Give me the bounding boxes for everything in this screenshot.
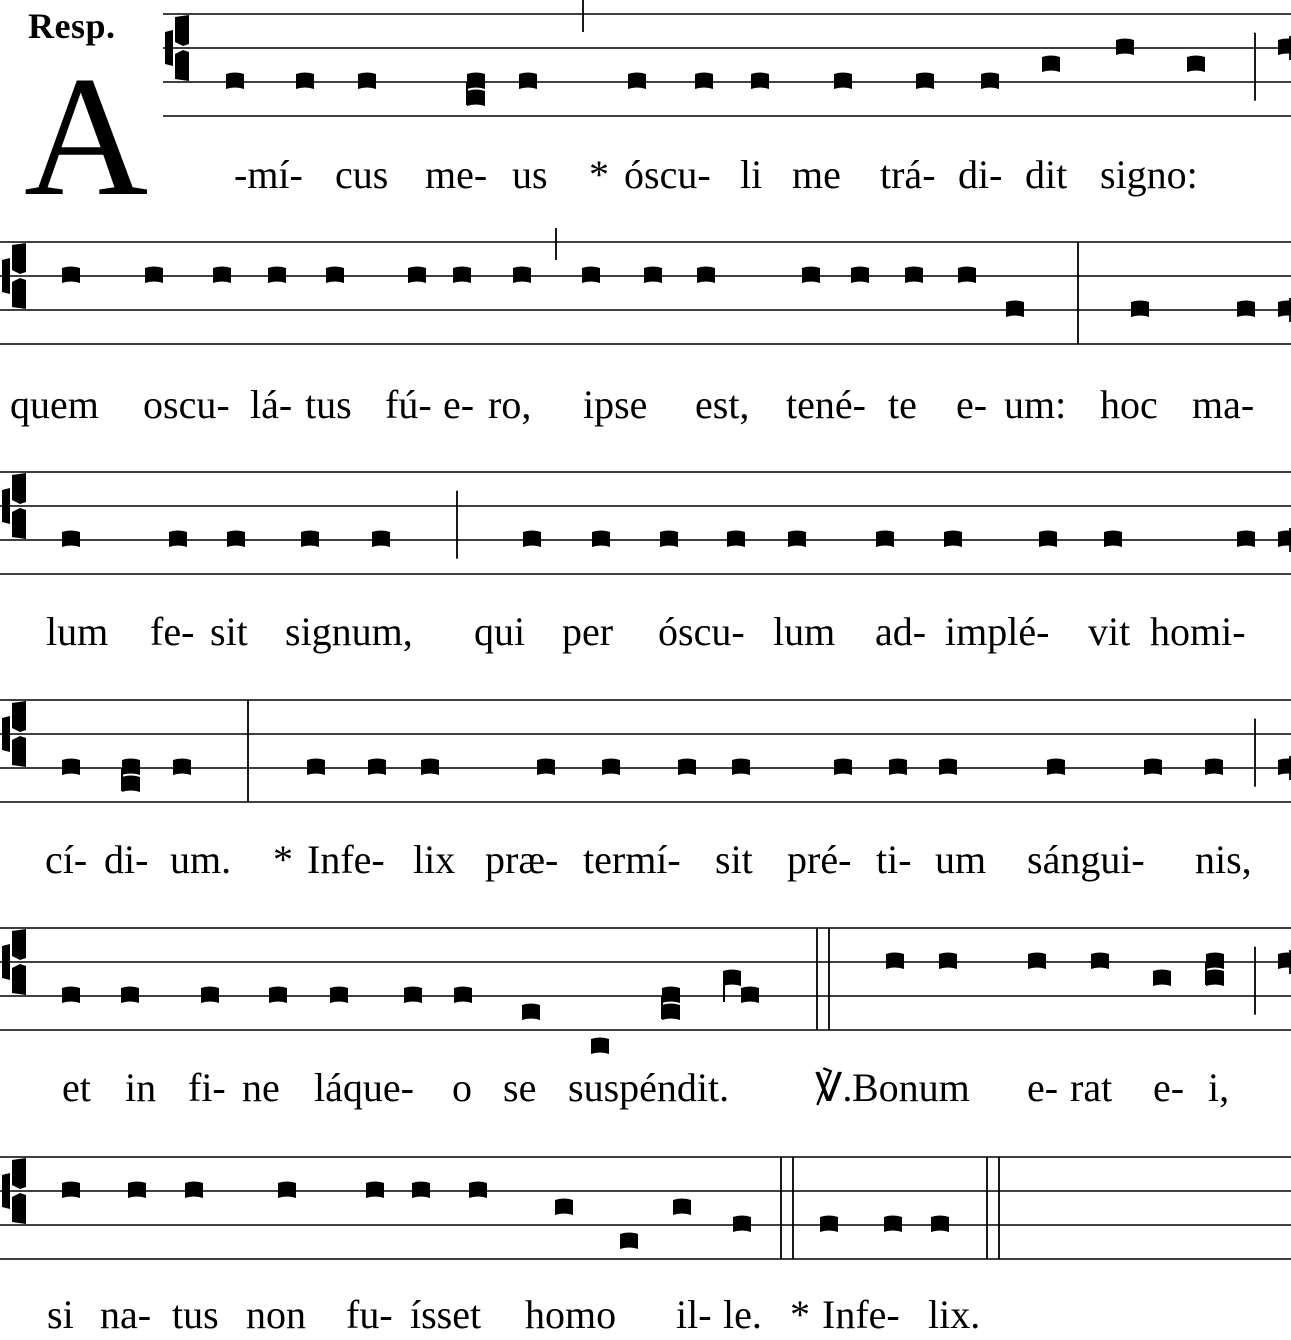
punctum-note [741, 987, 759, 1004]
punctum-note [296, 73, 314, 90]
punctum-note [662, 987, 680, 1004]
punctum-note [173, 759, 191, 776]
punctum-note [981, 73, 999, 90]
punctum-note [695, 73, 713, 90]
lyric-syllable: láque- [314, 1065, 414, 1110]
punctum-note [555, 1199, 573, 1216]
punctum-note [1104, 531, 1122, 548]
punctum-note [1042, 56, 1060, 73]
punctum-note [697, 267, 715, 284]
lyric-syllable: lix. [928, 1292, 981, 1337]
lyric-line [0, 150, 1291, 200]
lyric-line [0, 607, 1291, 657]
punctum-note [169, 531, 187, 548]
punctum-note [1144, 759, 1162, 776]
lyric-syllable: di- [104, 837, 149, 882]
lyric-syllable: e- [956, 382, 988, 427]
punctum-note [1187, 56, 1205, 73]
punctum-note [1278, 39, 1291, 56]
punctum-note [62, 759, 80, 776]
lyric-line [0, 835, 1291, 885]
lyric-syllable: tené- [786, 382, 866, 427]
punctum-note [1237, 531, 1255, 548]
punctum-note [227, 531, 245, 548]
lyric-syllable: si [47, 1292, 74, 1337]
punctum-note [1131, 301, 1149, 318]
lyric-syllable: -mí- [234, 152, 303, 197]
punctum-note [820, 1216, 838, 1233]
punctum-note [916, 73, 934, 90]
lyric-syllable: me [792, 152, 841, 197]
responsory-label: Resp. [28, 6, 116, 46]
punctum-note [366, 1182, 384, 1199]
punctum-note [1278, 301, 1291, 318]
lyric-syllable: li [740, 152, 763, 197]
lyric-syllable: um [935, 837, 987, 882]
punctum-note [1028, 953, 1046, 970]
punctum-note [905, 267, 923, 284]
lyric-syllable: le. [723, 1292, 762, 1337]
punctum-note [1278, 531, 1291, 548]
lyric-syllable: sit [210, 609, 248, 654]
punctum-note [301, 531, 319, 548]
lyric-syllable: us [512, 152, 548, 197]
punctum-note [889, 759, 907, 776]
punctum-note [1116, 39, 1134, 56]
lyric-syllable: lix [413, 837, 456, 882]
punctum-note [723, 970, 741, 987]
lyric-syllable: e- [1027, 1065, 1059, 1110]
punctum-note [1237, 301, 1255, 318]
punctum-note [802, 267, 820, 284]
punctum-note [727, 531, 745, 548]
punctum-note [226, 73, 244, 90]
lyric-syllable: Bonum [852, 1065, 970, 1110]
punctum-note [732, 759, 750, 776]
punctum-note [592, 531, 610, 548]
lyric-syllable: ro, [488, 382, 532, 427]
punctum-note [1153, 970, 1171, 987]
punctum-note [467, 90, 485, 107]
lyric-line [0, 380, 1291, 430]
lyric-syllable: tus [172, 1292, 219, 1337]
punctum-note [1039, 531, 1057, 548]
punctum-note [834, 73, 852, 90]
punctum-note [358, 73, 376, 90]
lyric-syllable: óscu- [624, 152, 711, 197]
punctum-note [269, 987, 287, 1004]
punctum-note [591, 1038, 609, 1055]
lyric-syllable: ne [242, 1065, 280, 1110]
lyric-syllable: lum [773, 609, 836, 654]
lyric-syllable: homo [525, 1292, 617, 1337]
lyric-syllable: di- [958, 152, 1003, 197]
punctum-note [523, 531, 541, 548]
lyric-syllable: in [125, 1065, 157, 1110]
lyric-syllable: suspéndit. [568, 1065, 730, 1110]
lyric-syllable: termí- [583, 837, 681, 882]
lyric-syllable: e- [443, 382, 475, 427]
lyric-syllable: cus [335, 152, 389, 197]
punctum-note [412, 1182, 430, 1199]
punctum-note [213, 267, 231, 284]
punctum-note [1205, 759, 1223, 776]
punctum-note [268, 267, 286, 284]
punctum-note [1206, 953, 1224, 970]
punctum-note [602, 759, 620, 776]
punctum-note [522, 1004, 540, 1021]
punctum-note [673, 1199, 691, 1216]
punctum-note [662, 1004, 680, 1021]
punctum-note [851, 267, 869, 284]
lyric-syllable: sit [715, 837, 753, 882]
punctum-note [408, 267, 426, 284]
lyric-syllable: ℣. [815, 1065, 853, 1110]
punctum-note [62, 987, 80, 1004]
lyric-syllable: hoc [1100, 382, 1158, 427]
lyric-syllable: il- [676, 1292, 712, 1337]
lyric-syllable: me- [425, 152, 488, 197]
punctum-note [185, 1182, 203, 1199]
punctum-note [620, 1233, 638, 1250]
lyric-syllable: óscu- [658, 609, 745, 654]
lyric-syllable: quem [10, 382, 99, 427]
lyric-syllable: ad- [875, 609, 927, 654]
punctum-note [537, 759, 555, 776]
punctum-note [128, 1182, 146, 1199]
punctum-note [958, 267, 976, 284]
lyric-syllable: per [562, 609, 614, 654]
lyric-syllable: um: [1004, 382, 1067, 427]
punctum-note [1278, 953, 1291, 970]
punctum-note [944, 531, 962, 548]
punctum-note [469, 1182, 487, 1199]
lyric-syllable: lá- [250, 382, 293, 427]
punctum-note [876, 531, 894, 548]
lyric-syllable: qui [474, 609, 526, 654]
lyric-syllable: cí- [45, 837, 88, 882]
punctum-note [884, 1216, 902, 1233]
punctum-note [453, 267, 471, 284]
punctum-note [513, 267, 531, 284]
punctum-note [1047, 759, 1065, 776]
punctum-note [307, 759, 325, 776]
lyric-syllable: est, [695, 382, 750, 427]
punctum-note [733, 1216, 751, 1233]
punctum-note [62, 1182, 80, 1199]
punctum-note [751, 73, 769, 90]
lyric-syllable: signo: [1100, 152, 1198, 197]
lyric-syllable: fi- [188, 1065, 226, 1110]
punctum-note [330, 987, 348, 1004]
lyric-syllable: fu- [346, 1292, 393, 1337]
punctum-note [939, 953, 957, 970]
lyric-syllable: signum, [285, 609, 413, 654]
lyric-syllable: ísset [410, 1292, 482, 1337]
punctum-note [644, 267, 662, 284]
lyric-syllable: et [62, 1065, 91, 1110]
lyric-syllable: trá- [880, 152, 936, 197]
punctum-note [122, 776, 140, 793]
lyric-syllable: vit [1088, 609, 1131, 654]
lyric-syllable: pré- [787, 837, 852, 882]
initial-letter: A [24, 42, 149, 232]
punctum-note [1206, 970, 1224, 987]
punctum-note [939, 759, 957, 776]
punctum-note [1006, 301, 1024, 318]
punctum-note [834, 759, 852, 776]
punctum-note [122, 759, 140, 776]
punctum-note [404, 987, 422, 1004]
lyric-syllable: o [452, 1065, 472, 1110]
punctum-note [121, 987, 139, 1004]
punctum-note [201, 987, 219, 1004]
lyric-syllable: te [888, 382, 917, 427]
lyric-syllable: tus [305, 382, 352, 427]
punctum-note [582, 267, 600, 284]
punctum-note [368, 759, 386, 776]
lyric-syllable: præ- [485, 837, 559, 882]
punctum-note [145, 267, 163, 284]
lyric-syllable: non [246, 1292, 306, 1337]
punctum-note [1278, 759, 1291, 776]
punctum-note [931, 1216, 949, 1233]
lyric-syllable: lum [46, 609, 109, 654]
lyric-syllable: fú- [385, 382, 432, 427]
punctum-note [62, 267, 80, 284]
lyric-syllable: dit [1025, 152, 1068, 197]
lyric-syllable: um. [170, 837, 232, 882]
lyric-syllable: i, [1208, 1065, 1230, 1110]
punctum-note [628, 73, 646, 90]
lyric-syllable: * [589, 152, 609, 197]
punctum-note [467, 73, 485, 90]
punctum-note [454, 987, 472, 1004]
lyric-line [0, 1063, 1291, 1113]
punctum-note [886, 953, 904, 970]
lyric-syllable: Infe- [822, 1292, 900, 1337]
punctum-note [372, 531, 390, 548]
lyric-syllable: fe- [150, 609, 195, 654]
lyric-syllable: homi- [1150, 609, 1246, 654]
punctum-note [1091, 953, 1109, 970]
punctum-note [678, 759, 696, 776]
lyric-syllable: nis, [1195, 837, 1252, 882]
punctum-note [278, 1182, 296, 1199]
lyric-syllable: implé- [945, 609, 1050, 654]
punctum-note [519, 73, 537, 90]
punctum-note [788, 531, 806, 548]
lyric-syllable: ipse [583, 382, 648, 427]
lyric-syllable: * [790, 1292, 810, 1337]
lyric-syllable: * [273, 837, 293, 882]
lyric-syllable: Infe- [307, 837, 385, 882]
punctum-note [421, 759, 439, 776]
lyric-syllable: rat [1070, 1065, 1113, 1110]
lyric-syllable: na- [100, 1292, 152, 1337]
punctum-note [660, 531, 678, 548]
punctum-note [326, 267, 344, 284]
lyric-syllable: se [503, 1065, 537, 1110]
lyric-syllable: ma- [1192, 382, 1255, 427]
punctum-note [62, 531, 80, 548]
lyric-syllable: oscu- [143, 382, 230, 427]
lyric-syllable: ti- [876, 837, 912, 882]
lyric-syllable: e- [1153, 1065, 1185, 1110]
lyric-syllable: sángui- [1027, 837, 1145, 882]
